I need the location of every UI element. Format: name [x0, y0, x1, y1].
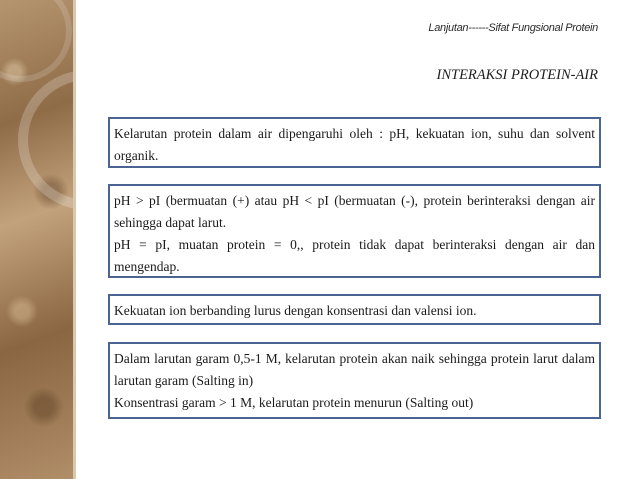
- text-line: Konsentrasi garam > 1 M, kelarutan protein menurun (Salting out): [114, 395, 474, 410]
- sidebar-divider: [73, 0, 76, 479]
- text-line: Kekuatan ion berbanding lurus dengan konsentrasi dan valensi ion.: [114, 303, 477, 318]
- text-line: Kelarutan protein dalam air dipengaruhi oleh : pH, kekuatan ion, suhu dan solvent organik.: [114, 126, 595, 163]
- text-line: pH > pI (bermuatan (+) atau pH < pI (bermuatan (-), protein berinteraksi dengan air sehingga dapat larut.: [114, 193, 595, 230]
- text-line: pH = pI, muatan protein = 0,, protein tidak dapat berinteraksi dengan air dan mengendap.: [114, 237, 595, 274]
- slide-title: INTERAKSI PROTEIN-AIR: [436, 67, 598, 83]
- text-line: Dalam larutan garam 0,5-1 M, kelarutan protein akan naik sehingga protein larut dalam larutan garam (Salting in): [114, 351, 595, 388]
- breadcrumb: Lanjutan------Sifat Fungsional Protein: [428, 22, 598, 34]
- text-box-ph-interaction: [108, 184, 601, 278]
- textured-sidebar: [0, 0, 73, 479]
- text-box-ionic-strength: [108, 294, 601, 325]
- decorative-ring: [0, 0, 72, 82]
- text-box-salting: [108, 342, 601, 419]
- text-box-solubility-factors: [108, 117, 601, 168]
